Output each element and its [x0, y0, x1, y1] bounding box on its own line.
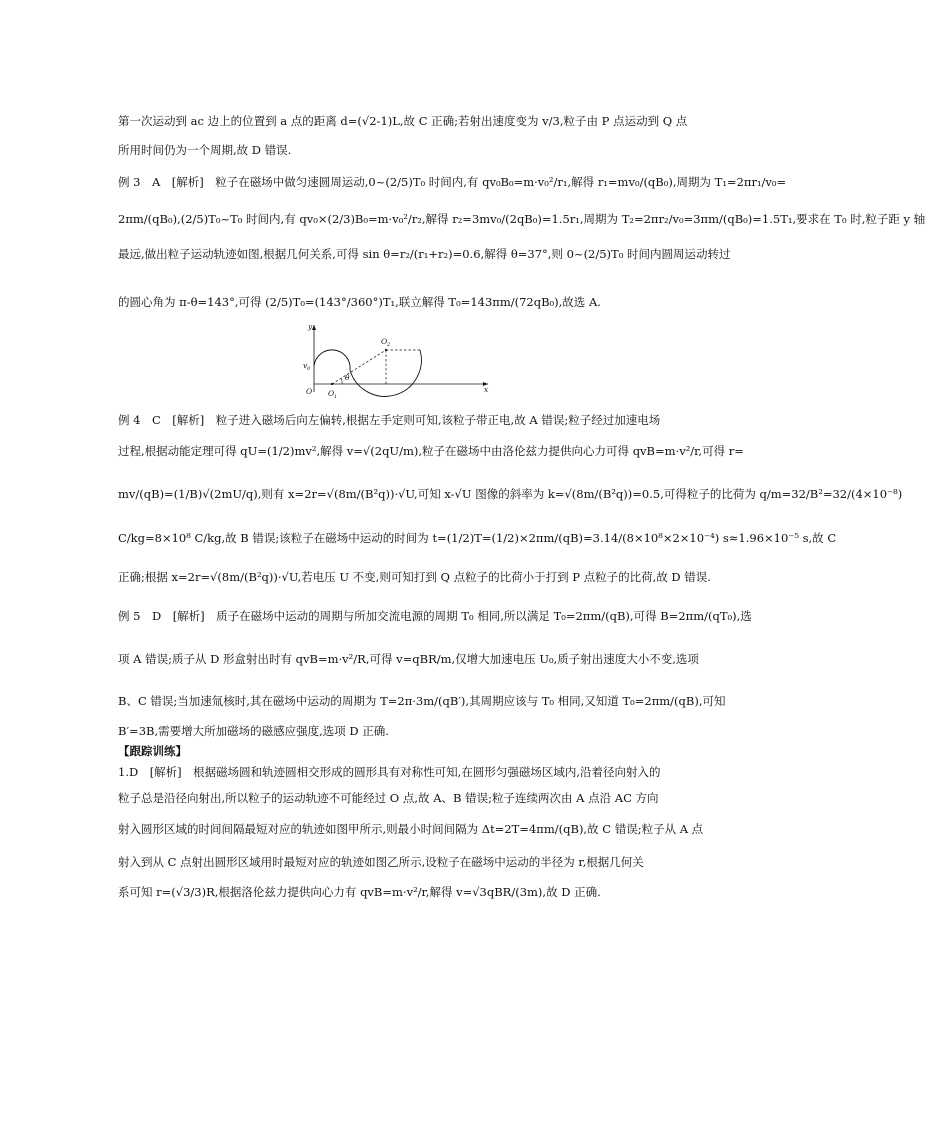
line-7: 例 4 C [解析] 粒子进入磁场后向左偏转,根据左手定则可知,该粒子带正电,故 A 错误;粒子经过加速电场 [118, 413, 661, 427]
line-1: 第一次运动到 ac 边上的位置到 a 点的距离 d=(√2-1)L,故 C 正确;若射出速度变为 v/3,粒子由 P 点运动到 Q 点 [118, 114, 688, 128]
o2-label: O [381, 337, 388, 346]
line-4: 2πm/(qB₀),(2/5)T₀~T₀ 时间内,有 qv₀×(2/3)B₀=m·v₀²/r₂,解得 r₂=3mv₀/(2qB₀)=1.5r₁,周期为 T₂=2πr₂/v₀=3πm/(qB₀)=1.5T₁,要求在 T₀ 时,粒子距 y 轴 [118, 212, 925, 226]
line-2: 所用时间仍为一个周期,故 D 错误. [118, 143, 292, 157]
line-9: mv/(qB)=(1/B)√(2mU/q),则有 x=2r=√(8m/(B²q))·√U,可知 x-√U 图像的斜率为 k=√(8m/(B²q))=0.5,可得粒子的比荷为 q/m=32/B²=32/(4×10⁻⁸) [118, 487, 903, 501]
o2-sub-label: 2 [387, 342, 391, 348]
v0-sub-label: 0 [307, 366, 311, 372]
line-3: 例 3 A [解析] 粒子在磁场中做匀速圆周运动,0~(2/5)T₀ 时间内,有 qv₀B₀=m·v₀²/r₁,解得 r₁=mv₀/(qB₀),周期为 T₁=2πr₁/v₀= [118, 175, 787, 189]
line-10: C/kg=8×10⁸ C/kg,故 B 错误;该粒子在磁场中运动的时间为 t=(1/2)T=(1/2)×2πm/(qB)=3.14/(8×10⁸×2×10⁻⁴) s≈1.96×10⁻⁵ s,故 C [118, 531, 837, 545]
line-6: 的圆心角为 π-θ=143°,可得 (2/5)T₀=(143°/360°)T₁,联立解得 T₀=143πm/(72qB₀),故选 A. [118, 295, 601, 309]
line-5: 最远,做出粒子运动轨迹如图,根据几何关系,可得 sin θ=r₂/(r₁+r₂)=0.6,解得 θ=37°,则 0~(2/5)T₀ 时间内圆周运动转过 [118, 247, 731, 261]
section-heading: 【跟踪训练】 [118, 744, 187, 758]
x-axis-label: x [484, 385, 489, 394]
o1-label: O [328, 389, 335, 398]
y-axis-label: y [308, 322, 313, 331]
line-12: 例 5 D [解析] 质子在磁场中运动的周期与所加交流电源的周期 T₀ 相同,所以满足 T₀=2πm/(qB),可得 B=2πm/(qT₀),选 [118, 609, 752, 623]
trajectory-figure [302, 322, 492, 400]
line-11: 正确;根据 x=2r=√(8m/(B²q))·√U,若电压 U 不变,则可知打到 Q 点粒子的比荷小于打到 P 点粒子的比荷,故 D 错误. [118, 570, 711, 584]
line-14: B、C 错误;当加速氚核时,其在磁场中运动的周期为 T=2π·3m/(qB′),其周期应该与 T₀ 相同,又知道 T₀=2πm/(qB),可知 [118, 694, 726, 708]
line-13: 项 A 错误;质子从 D 形盒射出时有 qvB=m·v²/R,可得 v=qBR/m,仅增大加速电压 U₀,质子射出速度大小不变,选项 [118, 652, 699, 666]
theta-label: θ [345, 373, 350, 382]
line-19: 射入圆形区域的时间间隔最短对应的轨迹如图甲所示,则最小时间间隔为 Δt=2T=4πm/(qB),故 C 错误;粒子从 A 点 [118, 822, 704, 836]
line-8: 过程,根据动能定理可得 qU=(1/2)mv²,解得 v=√(2qU/m),粒子在磁场中由洛伦兹力提供向心力可得 qvB=m·v²/r,可得 r= [118, 444, 744, 458]
line-20: 射入到从 C 点射出圆形区域用时最短对应的轨迹如图乙所示,设粒子在磁场中运动的半径为 r,根据几何关 [118, 855, 644, 869]
line-17: 1.D [解析] 根据磁场圆和轨迹圆相交形成的圆形具有对称性可知,在圆形匀强磁场区域内,沿着径向射入的 [118, 765, 661, 779]
line-18: 粒子总是沿径向射出,所以粒子的运动轨迹不可能经过 O 点,故 A、B 错误;粒子连续两次由 A 点沿 AC 方向 [118, 791, 659, 805]
line-21: 系可知 r=(√3/3)R,根据洛伦兹力提供向心力有 qvB=m·v²/r,解得 v=√3qBR/(3m),故 D 正确. [118, 885, 601, 899]
origin-label: O [306, 387, 313, 396]
line-15: B′=3B,需要增大所加磁场的磁感应强度,选项 D 正确. [118, 724, 389, 738]
v0-label: v [303, 361, 308, 370]
o1-sub-label: 1 [334, 394, 338, 400]
